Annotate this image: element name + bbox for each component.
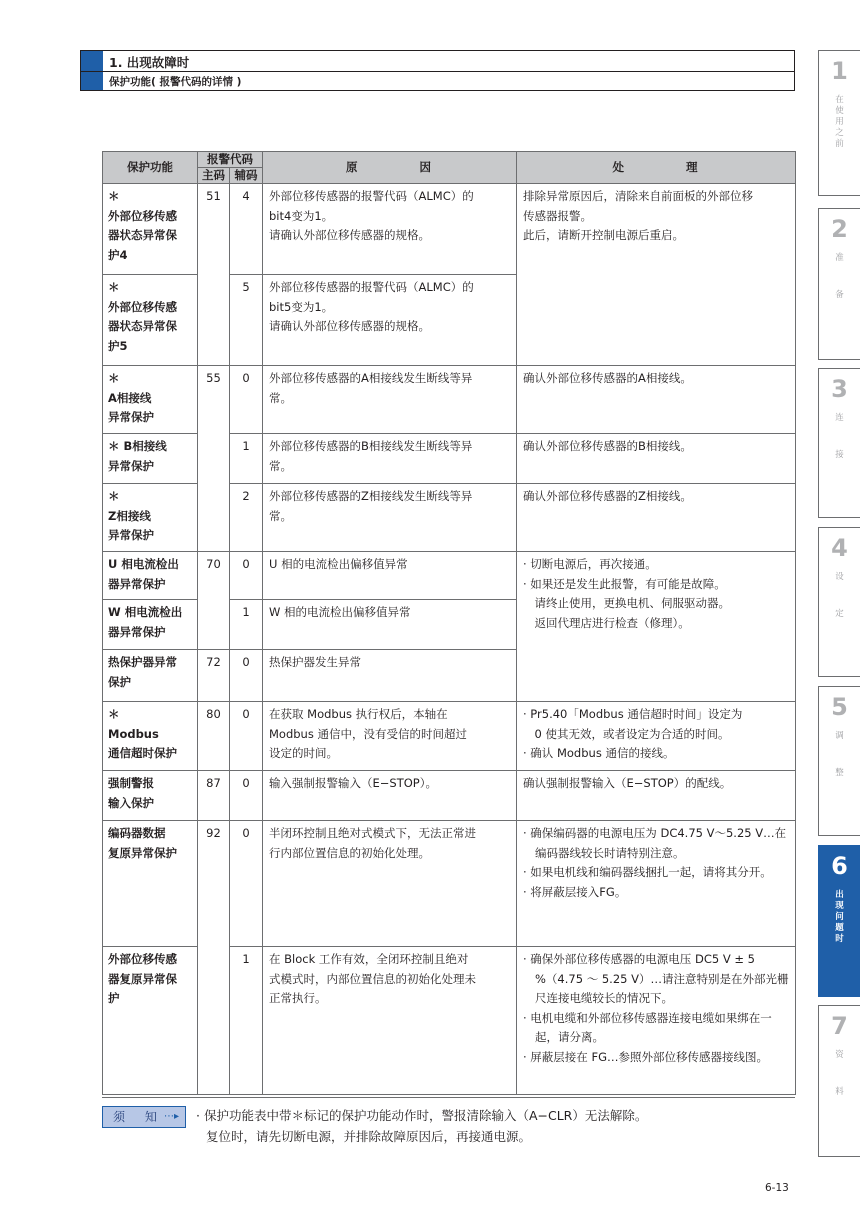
- side-tab-1[interactable]: 1 在 使 用 之 前: [818, 50, 860, 196]
- function-name: W 相电流检出 器异常保护: [103, 600, 198, 650]
- action-text: · 确保外部位移传感器的电源电压 DC5 V ± 5 %（4.75 ～ 5.25 V）…请注意特别是在外部光栅尺连接电缆较长的情况下。 · 电机电缆和外部位移传感器连接电缆如果绑在一起，请分离。 · 屏蔽层接在 FG…参照外部位移传感器接线图。: [517, 947, 796, 1095]
- sub-code: 4: [230, 184, 263, 275]
- header-cause: 原 因: [263, 152, 517, 184]
- table-row: [103, 484, 796, 552]
- function-name: ＊ A相接线 异常保护: [103, 366, 198, 434]
- sub-code: 0: [230, 366, 263, 434]
- note-divider: [102, 1097, 795, 1098]
- side-tab-7[interactable]: 7 资 料: [818, 1005, 860, 1157]
- table-row: [103, 184, 796, 275]
- header-function: 保护功能: [103, 152, 198, 184]
- main-code: 92: [198, 821, 230, 947]
- main-code: [198, 947, 230, 1095]
- main-code: 51: [198, 184, 230, 275]
- sub-code: 1: [230, 947, 263, 1095]
- function-name: U 相电流检出 器异常保护: [103, 552, 198, 600]
- action-text: 确认外部位移传感器的A相接线。: [517, 366, 796, 434]
- action-text: 确认强制报警输入（E−STOP）的配线。: [517, 771, 796, 821]
- sub-code: 0: [230, 552, 263, 600]
- side-tab-label: 出 现 问 题 时: [835, 890, 844, 944]
- sub-code: 1: [230, 600, 263, 650]
- function-name: ＊ Z相接线 异常保护: [103, 484, 198, 552]
- sub-code: 1: [230, 434, 263, 484]
- main-code: [198, 434, 230, 484]
- action-text: 确认外部位移传感器的Z相接线。: [517, 484, 796, 552]
- action-text: 排除异常原因后，清除来自前面板的外部位移 传感器报警。 此后，请断开控制电源后重启。: [517, 184, 796, 366]
- function-name: 外部位移传感 器复原异常保 护: [103, 947, 198, 1095]
- alarm-table: [102, 151, 796, 1095]
- main-code: [198, 600, 230, 650]
- table-row: [103, 434, 796, 484]
- cause-text: 外部位移传感器的B相接线发生断线等异 常。: [263, 434, 517, 484]
- sub-code: 2: [230, 484, 263, 552]
- table-row: [103, 771, 796, 821]
- note-badge: 须 知 ⋯▸: [102, 1106, 186, 1128]
- note-arrow-icon: ⋯▸: [163, 1111, 179, 1122]
- main-code: 70: [198, 552, 230, 600]
- side-tab-2[interactable]: 2 准 备: [818, 208, 860, 360]
- sub-code: 0: [230, 821, 263, 947]
- cause-text: 外部位移传感器的报警代码（ALMC）的 bit5变为1。 请确认外部位移传感器的规格。: [263, 275, 517, 366]
- function-name: ＊ Modbus 通信超时保护: [103, 702, 198, 771]
- main-code: 72: [198, 650, 230, 702]
- side-tab-label: 资 料: [835, 1050, 844, 1097]
- cause-text: 输入强制报警输入（E−STOP）。: [263, 771, 517, 821]
- cause-text: 外部位移传感器的报警代码（ALMC）的 bit4变为1。 请确认外部位移传感器的规格。: [263, 184, 517, 275]
- cause-text: 外部位移传感器的Z相接线发生断线等异 常。: [263, 484, 517, 552]
- side-tab-3[interactable]: 3 连 接: [818, 368, 860, 518]
- cause-text: 在 Block 工作有效，全闭环控制且绝对 式模式时，内部位置信息的初始化处理未 正常执行。: [263, 947, 517, 1095]
- table-row: [103, 821, 796, 947]
- main-code: [198, 484, 230, 552]
- cause-text: 外部位移传感器的A相接线发生断线等异 常。: [263, 366, 517, 434]
- cause-text: 半闭环控制且绝对式模式下，无法正常进 行内部位置信息的初始化处理。: [263, 821, 517, 947]
- action-text: · Pr5.40「Modbus 通信超时时间」设定为 0 使其无效，或者设定为合适的时间。 · 确认 Modbus 通信的接线。: [517, 702, 796, 771]
- sub-code: 0: [230, 702, 263, 771]
- main-code: [198, 275, 230, 366]
- section-subtitle: 保护功能( 报警代码的详情 ): [109, 76, 242, 88]
- section-title: 1. 出现故障时: [109, 55, 190, 70]
- header-sub-code: 辅码: [230, 168, 263, 184]
- function-name: ＊ 外部位移传感 器状态异常保 护4: [103, 184, 198, 275]
- sub-code: 5: [230, 275, 263, 366]
- table-row: [103, 947, 796, 1095]
- cause-text: 热保护器发生异常: [263, 650, 517, 702]
- side-tab-label: 准 备: [835, 253, 844, 300]
- function-name: 强制警报 输入保护: [103, 771, 198, 821]
- side-tab-5[interactable]: 5 调 整: [818, 686, 860, 836]
- action-text: · 确保编码器的电源电压为 DC4.75 V～5.25 V…在编码器线较长时请特别注意。 · 如果电机线和编码器线捆扎一起，请将其分开。 · 将屏蔽层接入FG。: [517, 821, 796, 947]
- side-tab-label: 在 使 用 之 前: [835, 95, 844, 149]
- note-text: · 保护功能表中带＊标记的保护功能动作时，警报清除输入（A−CLR）无法解除。 复位时，请先切断电源，并排除故障原因后，再接通电源。: [196, 1108, 648, 1144]
- side-tab-label: 设 定: [835, 572, 844, 619]
- action-text: 确认外部位移传感器的B相接线。: [517, 434, 796, 484]
- main-code: 55: [198, 366, 230, 434]
- side-tab-6[interactable]: 6 出 现 问 题 时: [818, 845, 860, 997]
- action-text: · 切断电源后，再次接通。 · 如果还是发生此报警，有可能是故障。 请终止使用，更换电机、伺服驱动器。 返回代理店进行检查（修理）。: [517, 552, 796, 702]
- table-row: [103, 552, 796, 600]
- sub-code: 0: [230, 771, 263, 821]
- function-name: 热保护器异常 保护: [103, 650, 198, 702]
- main-code: 80: [198, 702, 230, 771]
- table-row: [103, 702, 796, 771]
- side-tab-label: 连 接: [835, 413, 844, 460]
- main-code: 87: [198, 771, 230, 821]
- page-number: 6-13: [765, 1182, 789, 1194]
- cause-text: 在获取 Modbus 执行权后，本轴在 Modbus 通信中，没有受信的时间超过 设定的时间。: [263, 702, 517, 771]
- function-name: ＊ 外部位移传感 器状态异常保 护5: [103, 275, 198, 366]
- cause-text: W 相的电流检出偏移值异常: [263, 600, 517, 650]
- section-header: [80, 50, 795, 91]
- header-divider: [81, 71, 794, 72]
- side-tab-4[interactable]: 4 设 定: [818, 527, 860, 677]
- function-name: 编码器数据 复原异常保护: [103, 821, 198, 947]
- sub-code: 0: [230, 650, 263, 702]
- table-row: [103, 366, 796, 434]
- header-action: 处 理: [517, 152, 796, 184]
- function-name: ＊ B相接线 异常保护: [103, 434, 198, 484]
- side-tab-label: 调 整: [835, 731, 844, 778]
- header-main-code: 主码: [198, 168, 230, 184]
- cause-text: U 相的电流检出偏移值异常: [263, 552, 517, 600]
- header-alarm-code: 报警代码: [198, 152, 263, 168]
